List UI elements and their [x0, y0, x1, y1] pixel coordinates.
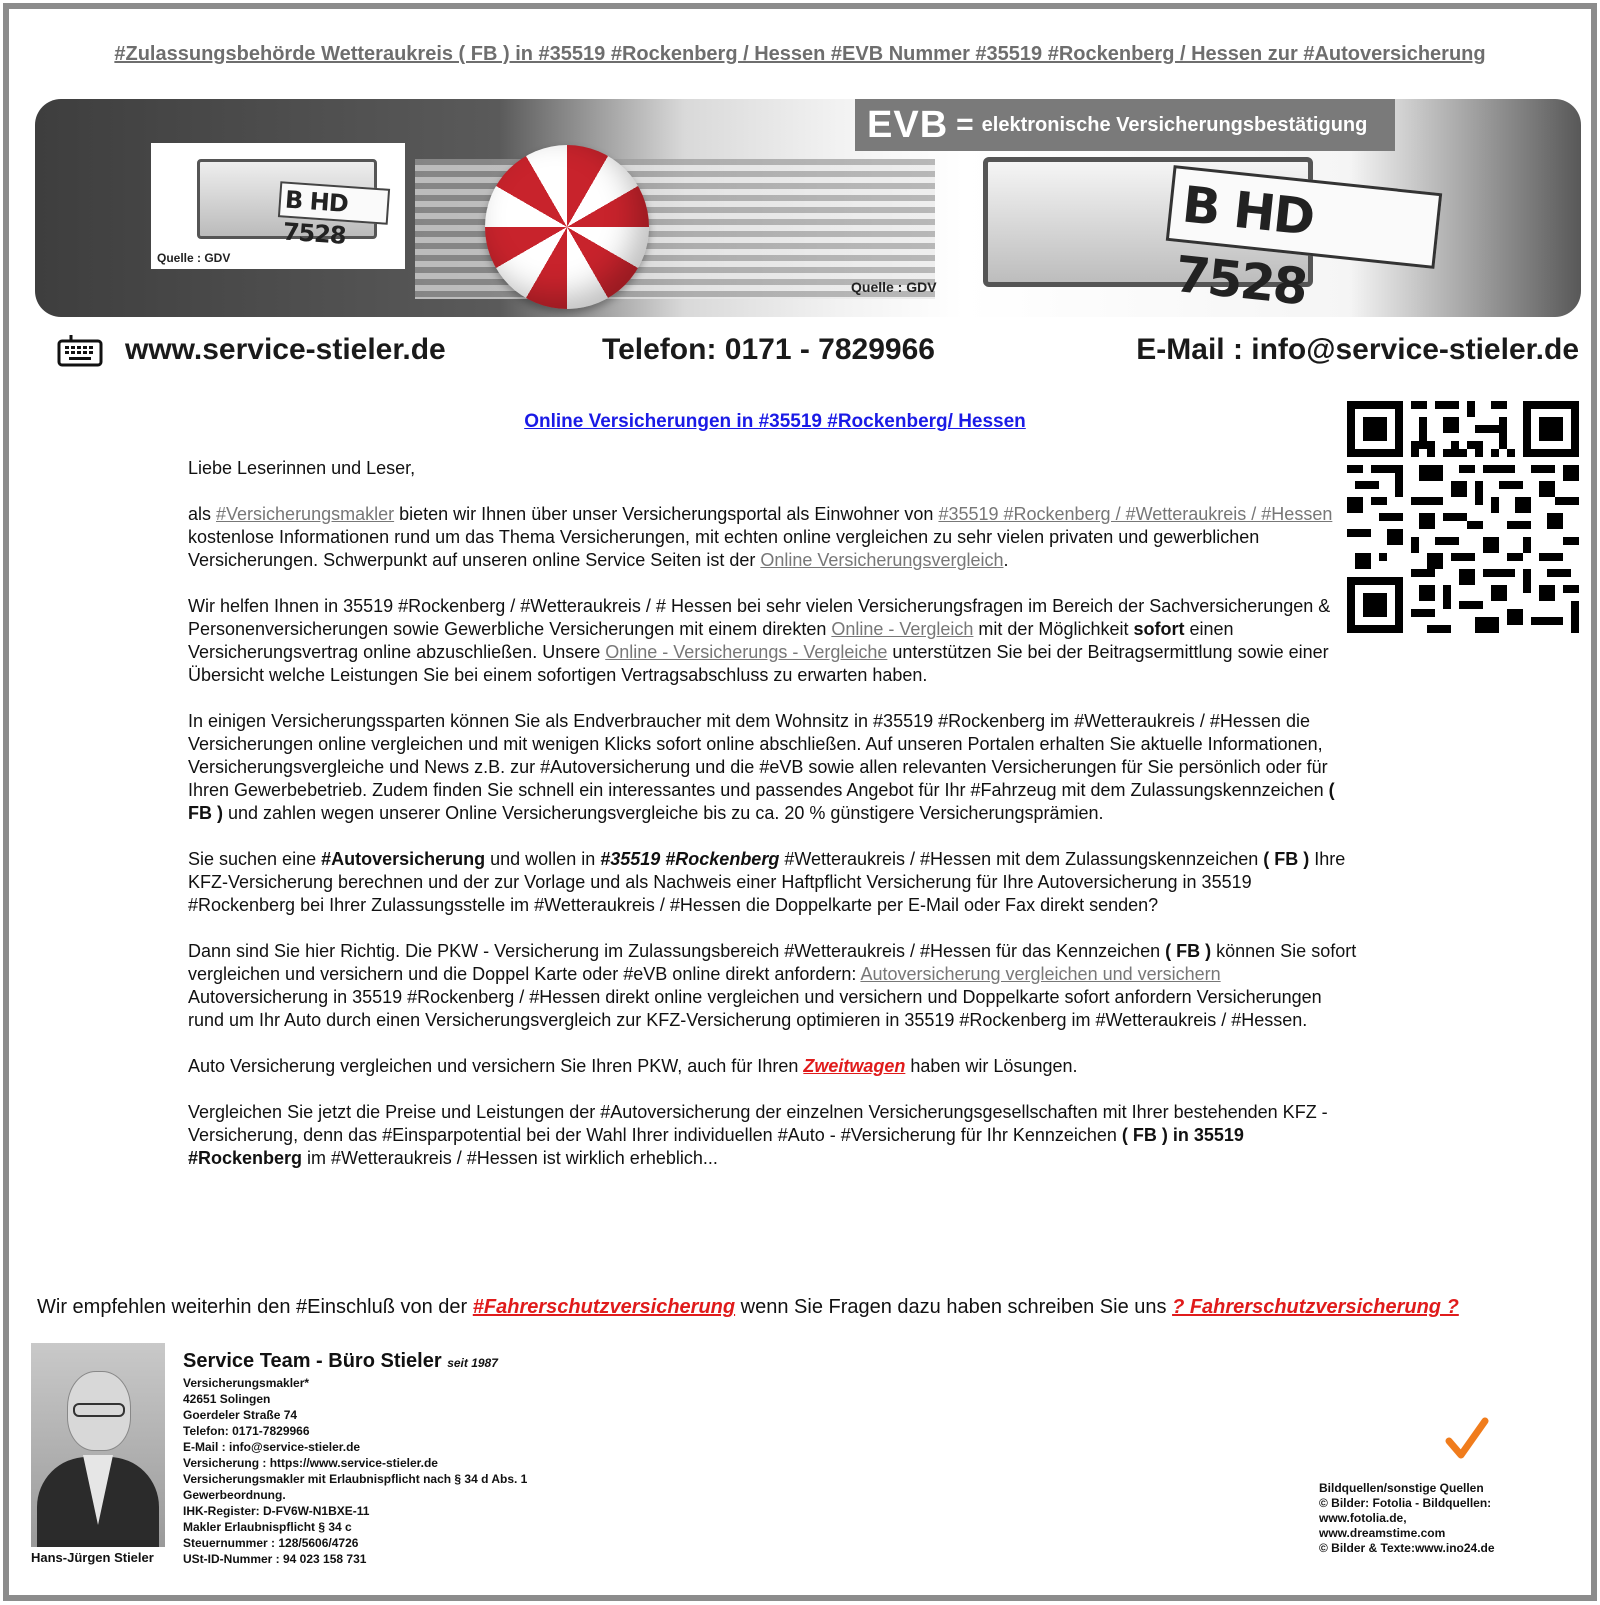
team-line: Versicherung : https://www.service-stieler.de — [183, 1456, 438, 1470]
text: Wir helfen Ihnen in 35519 #Rockenberg / #Wetteraukreis / # Hessen bei sehr vielen Versicherungsfragen im Bereich der Sachversicherungen & Personenversicherungen sowie Gewerbliche Versicherungen mit einem direkten — [188, 596, 1331, 639]
bold-italic-text: #35519 #Rockenberg — [600, 849, 780, 869]
text: im #Wetteraukreis / #Hessen ist wirklich erheblich... — [302, 1148, 718, 1168]
source-line: Bildquellen/sonstige Quellen — [1319, 1481, 1484, 1495]
source-line: www.fotolia.de, — [1319, 1511, 1407, 1525]
checkmark-icon — [1445, 1417, 1489, 1461]
text: als — [188, 504, 217, 524]
image-sources — [1319, 1481, 1579, 1556]
bold-text: ( FB ) in 35519 #Rockenberg — [188, 1125, 1244, 1168]
recommendation-line — [37, 1296, 1597, 1319]
paragraph-5 — [188, 940, 1360, 1032]
text: wenn Sie Fragen dazu haben schreiben Sie uns — [735, 1296, 1173, 1318]
paragraph-2 — [188, 595, 1360, 687]
text: kostenlose Informationen rund um das Thema Versicherungen, mit echten online vergleichen zu sehr vielen privaten und gewerblichen Versicherungen. Schwerpunkt auf unseren online Service Seiten ist der — [188, 527, 1260, 570]
evb-banner — [35, 99, 1581, 317]
text: einen Versicherungsvertrag online abzuschließen. Unsere — [188, 619, 1234, 662]
bold-text: #Autoversicherung — [321, 849, 486, 869]
evb-subtitle: elektronische Versicherungsbestätigung — [981, 113, 1368, 136]
text: haben wir Lösungen. — [905, 1056, 1078, 1076]
team-line: Gewerbeordnung. — [183, 1488, 286, 1502]
beach-ball-icon — [485, 145, 649, 309]
keyboard-icon — [57, 333, 103, 367]
online-insurance-link[interactable]: Online Versicherungen in #35519 #Rockenberg/ Hessen — [524, 411, 1026, 432]
team-info — [183, 1349, 603, 1567]
team-since: seit 1987 — [447, 1356, 498, 1370]
avatar — [31, 1343, 165, 1547]
source-line: www.dreamstime.com — [1319, 1526, 1446, 1540]
text: Sie suchen eine — [188, 849, 322, 869]
broker-link[interactable]: #Versicherungsmakler — [216, 504, 395, 524]
small-monitor-image — [151, 143, 405, 269]
source-line: © Bilder: Fotolia - Bildquellen: — [1319, 1496, 1492, 1510]
car-insurance-link[interactable]: Autoversicherung vergleichen und versichern — [860, 964, 1221, 984]
team-line: E-Mail : info@service-stieler.de — [183, 1440, 361, 1454]
paragraph-7 — [188, 1101, 1360, 1170]
bold-text: ( FB ) — [188, 780, 1335, 823]
text: Auto Versicherung vergleichen und versichern Sie Ihren PKW, auch für Ihren — [188, 1056, 804, 1076]
text: . — [1003, 550, 1009, 570]
phone-number: Telefon: 0171 - 7829966 — [602, 333, 935, 366]
greeting: Liebe Leserinnen und Leser, — [188, 458, 416, 478]
team-line: 42651 Solingen — [183, 1392, 271, 1406]
team-line: IHK-Register: D-FV6W-N1BXE-11 — [183, 1504, 370, 1518]
source-line: © Bilder & Texte:www.ino24.de — [1319, 1541, 1495, 1555]
small-image-source: Quelle : GDV — [157, 251, 231, 265]
bold-text: ( FB ) — [1165, 941, 1212, 961]
text: Vergleichen Sie jetzt die Preise und Leistungen der #Autoversicherung der einzelnen Versicherungsgesellschaften mit Ihrer bestehenden KFZ - Versicherung, denn das #Einsparpotential bei der Wahl Ihrer individuellen #Auto - #Versicherung für Ihr Kennzeichen — [188, 1102, 1328, 1145]
website-link[interactable]: www.service-stieler.de — [125, 333, 446, 366]
location-link[interactable]: #35519 #Rockenberg / #Wetteraukreis / #Hessen — [938, 504, 1333, 524]
second-car-link[interactable]: Zweitwagen — [803, 1056, 906, 1076]
driver-protection-question-link[interactable]: ? Fahrerschutzversicherung ? — [1172, 1296, 1459, 1318]
paragraph-4 — [188, 848, 1360, 917]
team-line: Makler Erlaubnispflicht § 34 c — [183, 1520, 352, 1534]
page-title[interactable]: #Zulassungsbehörde Wetteraukreis ( FB ) in #35519 #Rockenberg / Hessen #EVB Nummer #35519 #Rockenberg / Hessen zur #Autoversicherung — [114, 43, 1486, 65]
bold-text: sofort — [1133, 619, 1185, 639]
team-title — [183, 1349, 603, 1375]
text: bieten wir Ihnen über unser Versicherungsportal als Einwohner von — [394, 504, 939, 524]
large-license-plate: B HD 7528 — [1166, 165, 1442, 269]
paragraph-3 — [188, 710, 1360, 825]
team-line: Versicherungsmakler* — [183, 1376, 310, 1390]
team-line: Telefon: 0171-7829966 — [183, 1424, 310, 1438]
text: mit der Möglichkeit — [973, 619, 1134, 639]
online-insurance-comparisons-link[interactable]: Online - Versicherungs - Vergleiche — [605, 642, 888, 662]
team-line: Steuernummer : 128/5606/4726 — [183, 1536, 359, 1550]
text: Ihre KFZ-Versicherung berechnen und der zur Vorlage und als Nachweis einer Haftpflicht Versicherung für Ihre Autoversicherung in 35519 #Rockenberg bei Ihrer Zulassungsstelle im #Wetteraukreis / #Hessen die Doppelkarte per E-Mail oder Fax direkt senden? — [188, 849, 1346, 915]
evb-equals: = — [956, 108, 974, 141]
text: und zahlen wegen unserer Online Versicherungsvergleiche bis zu ca. 20 % günstigere Versicherungsprämien. — [223, 803, 1104, 823]
contact-bar — [49, 327, 1579, 377]
team-title-text: Service Team - Büro Stieler — [183, 1350, 448, 1372]
driver-protection-link[interactable]: #Fahrerschutzversicherung — [472, 1296, 736, 1318]
text: und wollen in — [485, 849, 601, 869]
text: können Sie sofort vergleichen und versichern und die Doppel Karte oder #eVB online direkt anfordern: — [188, 941, 1357, 984]
insurance-comparison-link[interactable]: Online Versicherungsvergleich — [760, 550, 1004, 570]
large-image-source: Quelle : GDV — [851, 279, 937, 295]
email-address[interactable]: E-Mail : info@service-stieler.de — [1136, 333, 1579, 366]
evb-headline — [855, 99, 1395, 151]
small-license-plate: B HD 7528 — [278, 181, 390, 225]
paragraph-6 — [188, 1055, 1360, 1078]
text: Autoversicherung in 35519 #Rockenberg / #Hessen direkt online vergleichen und versichern und Doppelkarte sofort anfordern Versicherungen rund um Ihr Auto durch einen Versicherungsvergleich zur KFZ-Versicherung optimieren in 35519 #Rockenberg im #Wetteraukreis / #Hessen. — [188, 987, 1322, 1030]
evb-big: EVB — [867, 103, 949, 146]
glasses-shape — [73, 1403, 125, 1417]
page-frame — [3, 3, 1597, 1601]
text: Wir empfehlen weiterhin den #Einschluß von der — [37, 1296, 473, 1318]
team-line: Versicherungsmakler mit Erlaubnispflicht nach § 34 d Abs. 1 — [183, 1472, 528, 1486]
text: unterstützen Sie bei der Beitragsermittlung sowie einer Übersicht welche Leistungen Sie bei einem sofortigen Vertragsabschluss zu erwarten haben. — [188, 642, 1329, 685]
text: In einigen Versicherungssparten können Sie als Endverbraucher mit dem Wohnsitz in #35519 #Rockenberg im #Wetteraukreis / #Hessen die Versicherungen online vergleichen und mit wenigen Klicks sofort online abschließen. Auf unseren Portalen erhalten Sie aktuelle Informationen, Versicherungsvergleiche und News z.B. zur #Autoversicherung und die #eVB sowie allen relevanten Versicherungen für Sie persönlich oder für Ihren Gewerbebetrieb. Zudem finden Sie schnell ein interessantes und passendes Angebot für Ihr #Fahrzeug mit dem Zulassungskennzeichen — [188, 711, 1329, 800]
team-line: Goerdeler Straße 74 — [183, 1408, 298, 1422]
team-line: USt-ID-Nummer : 94 023 158 731 — [183, 1552, 367, 1566]
text: #Wetteraukreis / #Hessen mit dem Zulassungskennzeichen — [779, 849, 1264, 869]
text: Dann sind Sie hier Richtig. Die PKW - Versicherung im Zulassungsbereich #Wetteraukreis / #Hessen für das Kennzeichen — [188, 941, 1166, 961]
online-comparison-link[interactable]: Online - Vergleich — [831, 619, 974, 639]
paragraph-1 — [188, 503, 1360, 572]
qr-code-icon[interactable] — [1347, 401, 1579, 633]
article-body — [188, 457, 1360, 1193]
photo-caption: Hans-Jürgen Stieler — [31, 1550, 154, 1565]
bold-text: ( FB ) — [1263, 849, 1310, 869]
